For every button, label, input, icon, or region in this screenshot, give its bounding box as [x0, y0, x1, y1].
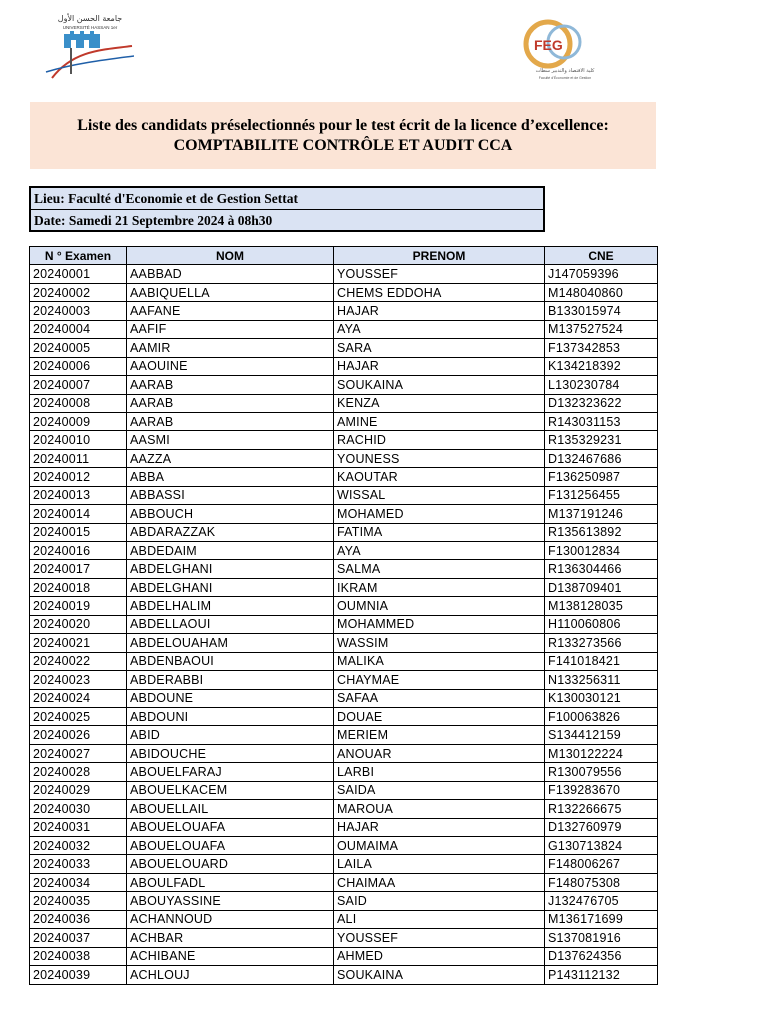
table-row	[30, 707, 658, 725]
prenom-cell: OUMNIA	[334, 597, 545, 615]
faculty-logo	[512, 16, 618, 84]
table-row	[30, 505, 658, 523]
cne-cell: J132476705	[545, 892, 658, 910]
exam-number-cell: 20240021	[30, 634, 127, 652]
cne-cell: F148006267	[545, 855, 658, 873]
faculty-name-fr: Faculté d'Économie et de Gestion	[538, 76, 592, 80]
prenom-cell: HAJAR	[334, 302, 545, 320]
exam-number-cell: 20240036	[30, 910, 127, 928]
nom-cell: ABOUELFARAJ	[127, 763, 334, 781]
exam-number-cell: 20240033	[30, 855, 127, 873]
table-row	[30, 468, 658, 486]
prenom-cell: FATIMA	[334, 523, 545, 541]
cne-cell: R136304466	[545, 560, 658, 578]
nom-cell: AABIQUELLA	[127, 283, 334, 301]
table-row	[30, 283, 658, 301]
cne-cell: F141018421	[545, 652, 658, 670]
nom-cell: ABOUELOUAFA	[127, 837, 334, 855]
table-row	[30, 302, 658, 320]
nom-cell: ABDOUNE	[127, 689, 334, 707]
table-row	[30, 412, 658, 430]
title-banner	[30, 102, 656, 169]
nom-cell: ABDELLAOUI	[127, 615, 334, 633]
prenom-cell: CHAYMAE	[334, 671, 545, 689]
exam-number-cell: 20240001	[30, 265, 127, 283]
table-row	[30, 818, 658, 836]
cne-cell: R135613892	[545, 523, 658, 541]
table-header-row	[30, 247, 658, 265]
table-row	[30, 873, 658, 891]
prenom-cell: SOUKAINA	[334, 966, 545, 984]
exam-number-cell: 20240028	[30, 763, 127, 781]
prenom-cell: YOUSSEF	[334, 265, 545, 283]
table-row	[30, 578, 658, 596]
cne-cell: N133256311	[545, 671, 658, 689]
prenom-cell: OUMAIMA	[334, 837, 545, 855]
exam-number-cell: 20240018	[30, 578, 127, 596]
prenom-cell: WASSIM	[334, 634, 545, 652]
exam-number-cell: 20240011	[30, 449, 127, 467]
header-exam-number: N ° Examen	[30, 247, 127, 265]
nom-cell: ABBOUCH	[127, 505, 334, 523]
nom-cell: ABOUELKACEM	[127, 781, 334, 799]
exam-number-cell: 20240015	[30, 523, 127, 541]
nom-cell: AAZZA	[127, 449, 334, 467]
prenom-cell: MOHAMED	[334, 505, 545, 523]
nom-cell: ABOUELOUARD	[127, 855, 334, 873]
exam-number-cell: 20240019	[30, 597, 127, 615]
nom-cell: ABDENBAOUI	[127, 652, 334, 670]
nom-cell: ABOULFADL	[127, 873, 334, 891]
cne-cell: K134218392	[545, 357, 658, 375]
nom-cell: ABDELGHANI	[127, 560, 334, 578]
cne-cell: D138709401	[545, 578, 658, 596]
university-logo	[42, 12, 134, 80]
nom-cell: AASMI	[127, 431, 334, 449]
prenom-cell: CHAIMAA	[334, 873, 545, 891]
prenom-cell: SALMA	[334, 560, 545, 578]
nom-cell: AAOUINE	[127, 357, 334, 375]
exam-number-cell: 20240007	[30, 376, 127, 394]
prenom-cell: SAID	[334, 892, 545, 910]
table-row	[30, 560, 658, 578]
table-row	[30, 265, 658, 283]
exam-number-cell: 20240027	[30, 744, 127, 762]
table-row	[30, 726, 658, 744]
nom-cell: ABIDOUCHE	[127, 744, 334, 762]
cne-cell: M148040860	[545, 283, 658, 301]
table-row	[30, 320, 658, 338]
cne-cell: D132323622	[545, 394, 658, 412]
table-row	[30, 523, 658, 541]
prenom-cell: DOUAE	[334, 707, 545, 725]
table-row	[30, 947, 658, 965]
nom-cell: ABOUELOUAFA	[127, 818, 334, 836]
exam-number-cell: 20240035	[30, 892, 127, 910]
exam-number-cell: 20240012	[30, 468, 127, 486]
nom-cell: AAMIR	[127, 339, 334, 357]
exam-number-cell: 20240038	[30, 947, 127, 965]
table-row	[30, 634, 658, 652]
exam-number-cell: 20240017	[30, 560, 127, 578]
exam-number-cell: 20240026	[30, 726, 127, 744]
nom-cell: ABDELGHANI	[127, 578, 334, 596]
exam-number-cell: 20240025	[30, 707, 127, 725]
table-row	[30, 597, 658, 615]
cne-cell: F137342853	[545, 339, 658, 357]
header-nom: NOM	[127, 247, 334, 265]
header-prenom: PRENOM	[334, 247, 545, 265]
table-row	[30, 892, 658, 910]
nom-cell: ABDELOUAHAM	[127, 634, 334, 652]
prenom-cell: ALI	[334, 910, 545, 928]
cne-cell: S134412159	[545, 726, 658, 744]
cne-cell: R132266675	[545, 800, 658, 818]
nom-cell: ACHBAR	[127, 929, 334, 947]
table-row	[30, 357, 658, 375]
prenom-cell: MERIEM	[334, 726, 545, 744]
cne-cell: D132467686	[545, 449, 658, 467]
nom-cell: AABBAD	[127, 265, 334, 283]
nom-cell: AARAB	[127, 412, 334, 430]
nom-cell: AAFANE	[127, 302, 334, 320]
exam-date: Date: Samedi 21 Septembre 2024 à 08h30	[31, 209, 543, 231]
table-row	[30, 615, 658, 633]
cne-cell: R143031153	[545, 412, 658, 430]
table-row	[30, 486, 658, 504]
cne-cell: R130079556	[545, 763, 658, 781]
cne-cell: F131256455	[545, 486, 658, 504]
table-row	[30, 837, 658, 855]
table-row	[30, 671, 658, 689]
nom-cell: ACHIBANE	[127, 947, 334, 965]
nom-cell: ACHLOUJ	[127, 966, 334, 984]
prenom-cell: AMINE	[334, 412, 545, 430]
nom-cell: ACHANNOUD	[127, 910, 334, 928]
nom-cell: ABDERABBI	[127, 671, 334, 689]
cne-cell: F139283670	[545, 781, 658, 799]
table-row	[30, 781, 658, 799]
nom-cell: ABBASSI	[127, 486, 334, 504]
cne-cell: D137624356	[545, 947, 658, 965]
prenom-cell: LARBI	[334, 763, 545, 781]
prenom-cell: LAILA	[334, 855, 545, 873]
table-row	[30, 763, 658, 781]
prenom-cell: IKRAM	[334, 578, 545, 596]
table-row	[30, 689, 658, 707]
cne-cell: F100063826	[545, 707, 658, 725]
exam-number-cell: 20240013	[30, 486, 127, 504]
cne-cell: B133015974	[545, 302, 658, 320]
cne-cell: G130713824	[545, 837, 658, 855]
cne-cell: P143112132	[545, 966, 658, 984]
table-row	[30, 910, 658, 928]
table-row	[30, 394, 658, 412]
cne-cell: M137527524	[545, 320, 658, 338]
university-name-fr: UNIVERSITÉ HASSAN 1er	[62, 25, 118, 30]
exam-number-cell: 20240039	[30, 966, 127, 984]
cne-cell: F148075308	[545, 873, 658, 891]
exam-number-cell: 20240031	[30, 818, 127, 836]
prenom-cell: YOUNESS	[334, 449, 545, 467]
prenom-cell: SOUKAINA	[334, 376, 545, 394]
nom-cell: AARAB	[127, 394, 334, 412]
table-row	[30, 744, 658, 762]
program-name: COMPTABILITE CONTRÔLE ET AUDIT CCA	[173, 137, 513, 154]
cne-cell: F136250987	[545, 468, 658, 486]
exam-number-cell: 20240010	[30, 431, 127, 449]
prenom-cell: AHMED	[334, 947, 545, 965]
prenom-cell: KENZA	[334, 394, 545, 412]
nom-cell: ABDOUNI	[127, 707, 334, 725]
table-row	[30, 929, 658, 947]
prenom-cell: MALIKA	[334, 652, 545, 670]
nom-cell: ABDARAZZAK	[127, 523, 334, 541]
exam-number-cell: 20240008	[30, 394, 127, 412]
prenom-cell: KAOUTAR	[334, 468, 545, 486]
cne-cell: R135329231	[545, 431, 658, 449]
faculty-letters: FEG	[534, 37, 563, 53]
exam-number-cell: 20240004	[30, 320, 127, 338]
exam-number-cell: 20240037	[30, 929, 127, 947]
table-row	[30, 542, 658, 560]
prenom-cell: WISSAL	[334, 486, 545, 504]
exam-number-cell: 20240024	[30, 689, 127, 707]
prenom-cell: MAROUA	[334, 800, 545, 818]
prenom-cell: HAJAR	[334, 818, 545, 836]
exam-location: Lieu: Faculté d'Economie et de Gestion Settat	[34, 191, 298, 206]
cne-cell: M130122224	[545, 744, 658, 762]
university-name-ar: جامعة الحسن الأول	[57, 14, 123, 23]
exam-number-cell: 20240034	[30, 873, 127, 891]
cne-cell: J147059396	[545, 265, 658, 283]
exam-number-cell: 20240006	[30, 357, 127, 375]
cne-cell: H110060806	[545, 615, 658, 633]
header-cne: CNE	[545, 247, 658, 265]
exam-number-cell: 20240022	[30, 652, 127, 670]
prenom-cell: RACHID	[334, 431, 545, 449]
prenom-cell: YOUSSEF	[334, 929, 545, 947]
exam-info-box	[29, 186, 545, 232]
exam-number-cell: 20240003	[30, 302, 127, 320]
nom-cell: ABBA	[127, 468, 334, 486]
exam-number-cell: 20240005	[30, 339, 127, 357]
cne-cell: M136171699	[545, 910, 658, 928]
table-row	[30, 800, 658, 818]
prenom-cell: AYA	[334, 542, 545, 560]
nom-cell: AARAB	[127, 376, 334, 394]
nom-cell: ABOUYASSINE	[127, 892, 334, 910]
prenom-cell: MOHAMMED	[334, 615, 545, 633]
prenom-cell: ANOUAR	[334, 744, 545, 762]
prenom-cell: HAJAR	[334, 357, 545, 375]
cne-cell: F130012834	[545, 542, 658, 560]
prenom-cell: AYA	[334, 320, 545, 338]
cne-cell: S137081916	[545, 929, 658, 947]
table-row	[30, 652, 658, 670]
cne-cell: M138128035	[545, 597, 658, 615]
prenom-cell: SARA	[334, 339, 545, 357]
prenom-cell: SAIDA	[334, 781, 545, 799]
prenom-cell: CHEMS EDDOHA	[334, 283, 545, 301]
exam-number-cell: 20240029	[30, 781, 127, 799]
exam-number-cell: 20240032	[30, 837, 127, 855]
table-row	[30, 339, 658, 357]
exam-number-cell: 20240016	[30, 542, 127, 560]
exam-number-cell: 20240030	[30, 800, 127, 818]
page-title: Liste des candidats préselectionnés pour le test écrit de la licence d’excellence:	[77, 117, 609, 134]
table-row	[30, 855, 658, 873]
nom-cell: ABDELHALIM	[127, 597, 334, 615]
nom-cell: ABDEDAIM	[127, 542, 334, 560]
candidates-table	[29, 246, 658, 985]
prenom-cell: SAFAA	[334, 689, 545, 707]
cne-cell: M137191246	[545, 505, 658, 523]
faculty-name-ar: كلية الاقتصاد والتدبير سطات	[535, 68, 595, 74]
exam-number-cell: 20240014	[30, 505, 127, 523]
exam-number-cell: 20240009	[30, 412, 127, 430]
cne-cell: L130230784	[545, 376, 658, 394]
table-row	[30, 431, 658, 449]
nom-cell: AAFIF	[127, 320, 334, 338]
cne-cell: D132760979	[545, 818, 658, 836]
cne-cell: K130030121	[545, 689, 658, 707]
table-row	[30, 449, 658, 467]
exam-number-cell: 20240023	[30, 671, 127, 689]
table-row	[30, 966, 658, 984]
cne-cell: R133273566	[545, 634, 658, 652]
nom-cell: ABOUELLAIL	[127, 800, 334, 818]
nom-cell: ABID	[127, 726, 334, 744]
exam-number-cell: 20240002	[30, 283, 127, 301]
exam-number-cell: 20240020	[30, 615, 127, 633]
table-row	[30, 376, 658, 394]
